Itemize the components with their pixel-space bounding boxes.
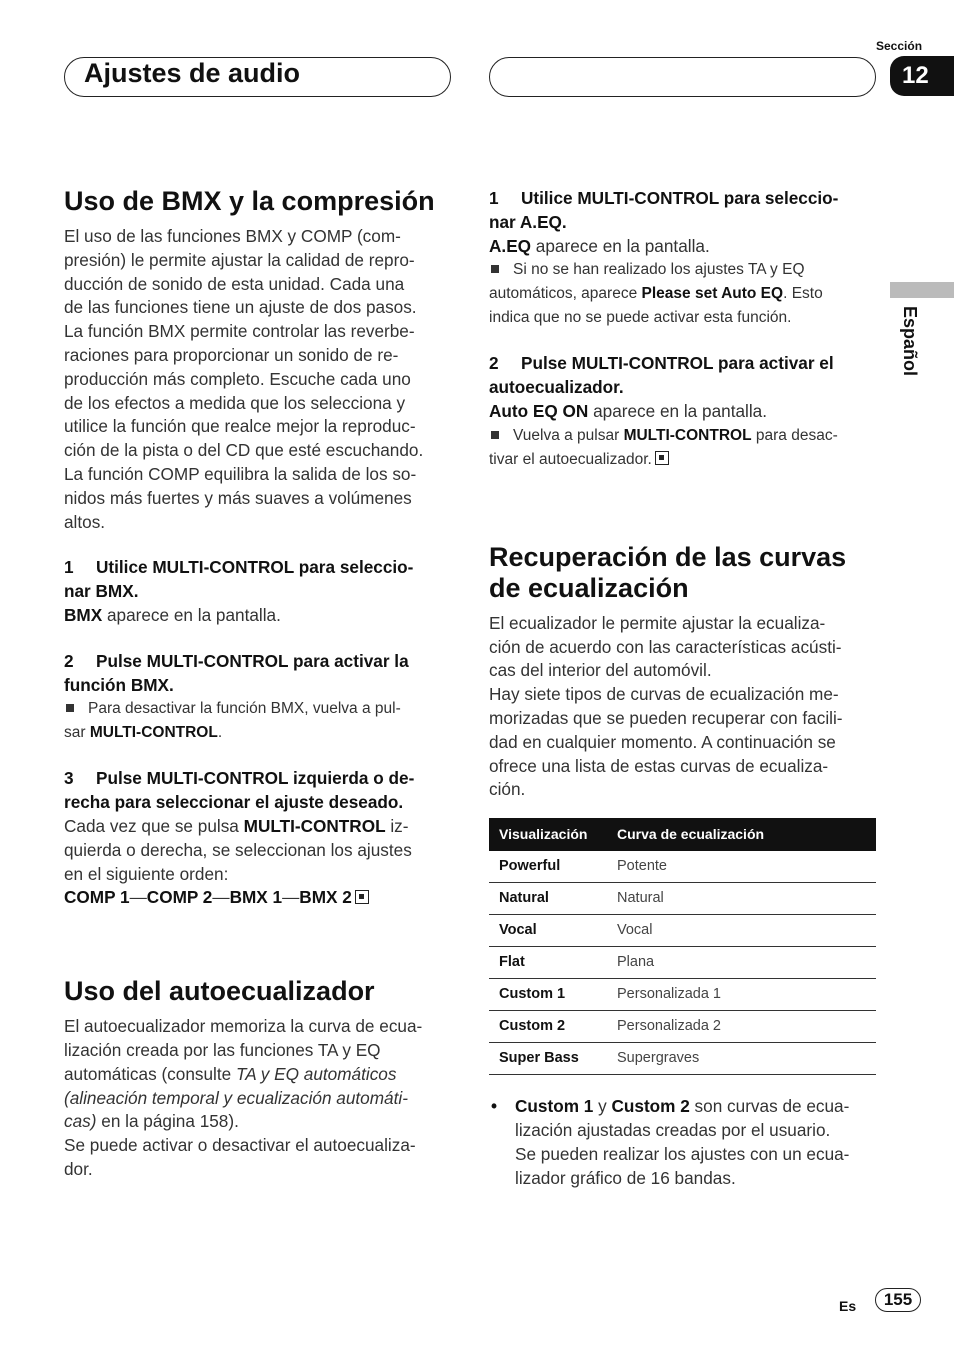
- note-text: Para desactivar la función BMX, vuelva a pul- sar: [64, 700, 401, 742]
- bmx-intro: El uso de las funciones BMX y COMP (com- presión) le permite ajustar la calidad de repro- ducción de sonido de esta unidad. Cada una de las funciones tiene un ajuste de dos pasos. La función BMX permite controlar las reverbe- raciones para proporcionar un sonido de re- producción más completo. Escuche cada uno de los efectos a medida que los selecciona y utilice la función que realce mejor la reproduc- ción de la pista o del CD que esté escuchando. La función COMP equilibra la salida de los so- nidos más fuertes y más suaves a volúmenes altos.: [64, 226, 424, 532]
- step-number: 3: [64, 768, 74, 789]
- page-section-title: Ajustes de audio: [84, 58, 301, 88]
- aeq-step-1-note: [489, 258, 879, 330]
- bullet-text: y: [593, 1096, 612, 1117]
- table-cell-curve: Personalizada 1: [607, 979, 876, 1011]
- table-row: [489, 979, 876, 1011]
- aeq-step-2: [489, 352, 879, 400]
- auto-eq-body: [64, 1015, 454, 1134]
- sequence-item: BMX 1: [229, 887, 283, 908]
- auto-eq-body-2: Se puede activar o desactivar el autoecualiza- dor.: [64, 1135, 416, 1179]
- result-display: Auto EQ ON: [489, 400, 589, 421]
- table-cell-display: Custom 1: [489, 979, 607, 1011]
- left-column: [64, 186, 454, 1182]
- step-text: Pulse MULTI-CONTROL para activar el autoecualizador.: [489, 353, 834, 398]
- aeq-step-2-result: [489, 400, 879, 424]
- sequence-item: COMP 2: [146, 887, 213, 908]
- sequence-item: COMP 1: [64, 887, 130, 908]
- table-cell-display: Natural: [489, 883, 607, 915]
- table-cell-curve: Vocal: [607, 915, 876, 947]
- sequence-item: BMX 2: [299, 887, 352, 908]
- body-text: El autoecualizador memoriza la curva de ecua- lización creada por las funciones TA y EQ automáticas (consulte: [64, 1016, 423, 1084]
- table-row: [489, 851, 876, 883]
- page-number: 155: [875, 1288, 921, 1312]
- custom-curves-bullet: [489, 1095, 879, 1190]
- table-cell-curve: Potente: [607, 851, 876, 883]
- step-number: 2: [489, 353, 499, 374]
- bmx-step-2: [64, 650, 454, 698]
- end-mark-icon: [355, 890, 369, 904]
- result-text: aparece en la pantalla.: [531, 235, 710, 256]
- table-cell-curve: Natural: [607, 883, 876, 915]
- bullet-text-end: son curvas de ecua- lización ajustadas creadas por el usuario. Se pueden realizar los ajustes con un ecua- lizador gráfico de 16 bandas.: [515, 1096, 850, 1188]
- column-header: Visualización: [489, 818, 607, 851]
- table-cell-display: Super Bass: [489, 1043, 607, 1075]
- body-text: Cada vez que se pulsa: [64, 815, 244, 836]
- table-cell-display: Powerful: [489, 851, 607, 883]
- bmx-step-2-note: [64, 697, 454, 745]
- section-number-badge: 12: [890, 56, 954, 96]
- table-cell-display: Flat: [489, 947, 607, 979]
- bmx-step-1: [64, 556, 454, 604]
- aeq-step-1: [489, 187, 879, 235]
- note-text: Vuelva a pulsar: [513, 426, 624, 444]
- note-bold: Please set Auto EQ: [641, 285, 784, 303]
- language-tab-label: Español: [900, 306, 920, 377]
- table-row: [489, 1043, 876, 1075]
- section-label: Sección: [876, 39, 923, 53]
- table-cell-curve: Personalizada 2: [607, 1011, 876, 1043]
- result-display: A.EQ: [489, 235, 532, 256]
- bullet-bold: Custom 1: [515, 1096, 594, 1117]
- note-bold: MULTI-CONTROL: [623, 426, 752, 444]
- curves-body-2: Hay siete tipos de curvas de ecualización me- morizadas que se pueden recuperar con facili- dad en cualquier momento. A continuación se ofrece una lista de estas curvas de ecualiza- ción.: [489, 684, 843, 800]
- bmx-step-3: [64, 767, 454, 815]
- note-text-end: .: [217, 724, 223, 742]
- eq-curves-table: [489, 818, 876, 1075]
- result-display: BMX: [64, 604, 103, 625]
- bmx-heading: Uso de BMX y la compresión: [64, 186, 435, 216]
- note-square-icon: [491, 431, 499, 439]
- step-number: 2: [64, 650, 74, 671]
- curves-body-1: El ecualizador le permite ajustar la ecualiza- ción de acuerdo con las características acústi- cas del interior del automóvil.: [489, 612, 842, 681]
- step-text: Pulse MULTI-CONTROL para activar la función BMX.: [64, 650, 409, 695]
- bmx-step-1-result: [64, 604, 454, 628]
- right-column: [489, 187, 879, 1190]
- step-text: Utilice MULTI-CONTROL para seleccio- nar A.EQ.: [489, 188, 839, 232]
- table-cell-curve: Plana: [607, 947, 876, 979]
- note-text: Si no se han realizado los ajustes TA y EQ automáticos, aparece: [489, 261, 805, 303]
- auto-eq-heading: Uso del autoecualizador: [64, 976, 375, 1007]
- aeq-step-1-result: [489, 235, 879, 259]
- sequence-sep: —: [129, 887, 147, 908]
- table-row: [489, 947, 876, 979]
- table-row: [489, 915, 876, 947]
- body-text-end: iz- quierda o derecha, se seleccionan los ajustes en el siguiente orden:: [64, 815, 412, 884]
- footer-language-code: Es: [839, 1298, 857, 1314]
- table-row: [489, 883, 876, 915]
- note-text-end: . Esto indica que no se puede activar esta función.: [489, 285, 823, 327]
- step-number: 1: [64, 557, 74, 578]
- table-cell-curve: Supergraves: [607, 1043, 876, 1075]
- sequence-sep: —: [282, 887, 300, 908]
- step-text: Utilice MULTI-CONTROL para seleccio- nar BMX.: [64, 557, 414, 602]
- step-number: 1: [489, 188, 499, 208]
- table-header-row: [489, 818, 876, 851]
- bmx-sequence: [64, 886, 454, 910]
- body-text-end: en la página 158).: [96, 1111, 239, 1132]
- step-text: Pulse MULTI-CONTROL izquierda o de- recha para seleccionar el ajuste deseado.: [64, 768, 415, 813]
- note-text-end: para desac- tivar el autoecualizador.: [489, 426, 838, 468]
- language-tab-bar: [890, 282, 954, 298]
- result-text: aparece en la pantalla.: [102, 604, 281, 625]
- sequence-sep: —: [212, 887, 230, 908]
- end-mark-icon: [655, 451, 669, 465]
- result-text: aparece en la pantalla.: [588, 400, 768, 421]
- header-empty-frame: [489, 57, 876, 97]
- note-bold: MULTI-CONTROL: [89, 724, 218, 742]
- bmx-step-3-body: [64, 815, 454, 886]
- note-square-icon: [66, 704, 74, 712]
- aeq-step-2-note: [489, 424, 879, 472]
- curves-heading: Recuperación de las curvas de ecualización: [489, 541, 847, 603]
- column-header: Curva de ecualización: [607, 818, 876, 851]
- table-cell-display: Vocal: [489, 915, 607, 947]
- bullet-bold: Custom 2: [611, 1096, 690, 1117]
- note-square-icon: [491, 265, 499, 273]
- cross-reference: TA y EQ automáticos (alineación temporal y ecualización automáti- cas): [64, 1063, 408, 1132]
- body-bold: MULTI-CONTROL: [243, 815, 386, 836]
- table-row: [489, 1011, 876, 1043]
- table-cell-display: Custom 2: [489, 1011, 607, 1043]
